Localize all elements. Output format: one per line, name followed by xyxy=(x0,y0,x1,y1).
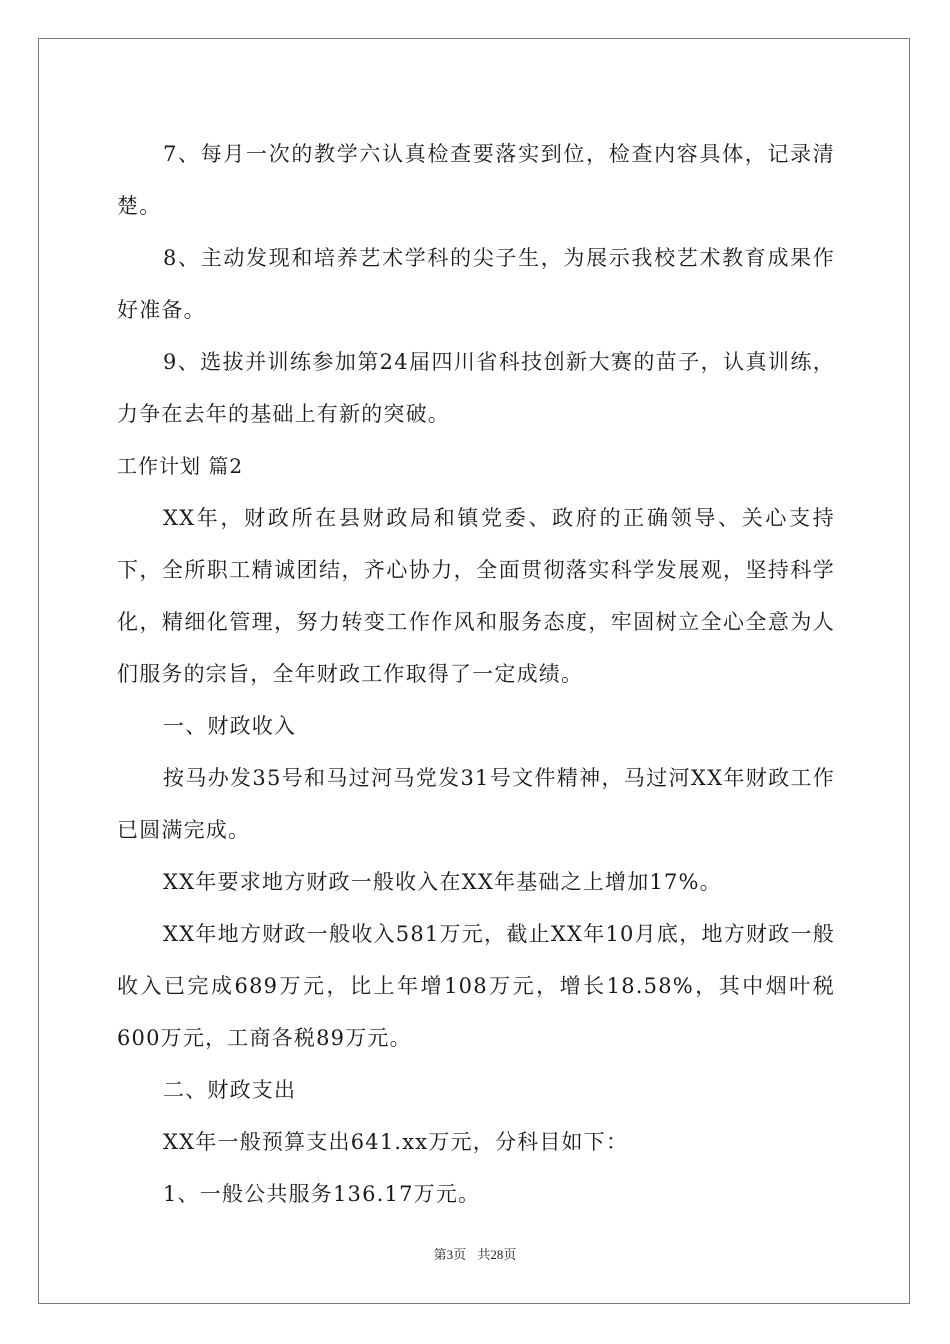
page-total: 共28页 xyxy=(477,1247,517,1262)
section-heading: 工作计划 篇2 xyxy=(117,454,244,478)
subheading-revenue: 一、财政收入 xyxy=(163,714,297,738)
subheading-expenditure: 二、财政支出 xyxy=(163,1078,297,1102)
page-number: 第3页 xyxy=(433,1247,467,1262)
paragraph-item-8: 8、主动发现和培养艺术学科的尖子生，为展示我校艺术教育成果作好准备。 xyxy=(117,246,835,322)
paragraph-revenue-basis: 按马办发35号和马过河马党发31号文件精神，马过河XX年财政工作已圆满完成。 xyxy=(117,766,835,842)
page-footer xyxy=(0,1244,950,1263)
paragraph-item-9: 9、选拔并训练参加第24届四川省科技创新大赛的苗子，认真训练，力争在去年的基础上有新的突破。 xyxy=(117,350,835,426)
paragraph-item-7: 7、每月一次的教学六认真检查要落实到位，检查内容具体，记录清楚。 xyxy=(117,142,835,218)
paragraph-revenue-target: XX年要求地方财政一般收入在XX年基础之上增加17%。 xyxy=(163,870,722,894)
paragraph-revenue-detail: XX年地方财政一般收入581万元，截止XX年10月底，地方财政一般收入已完成689万元，比上年增108万元，增长18.58%，其中烟叶税600万元，工商各税89万元。 xyxy=(117,922,835,1050)
paragraph-expenditure-item-1: 1、一般公共服务136.17万元。 xyxy=(163,1182,481,1206)
paragraph-intro: XX年，财政所在县财政局和镇党委、政府的正确领导、关心支持下，全所职工精诚团结，齐心协力，全面贯彻落实科学发展观，坚持科学化，精细化管理，努力转变工作作风和服务态度，牢固树立全心全意为人们服务的宗旨，全年财政工作取得了一定成绩。 xyxy=(117,506,835,686)
paragraph-expenditure-total: XX年一般预算支出641.xx万元，分科目如下： xyxy=(163,1130,629,1154)
document-body xyxy=(117,128,835,1220)
